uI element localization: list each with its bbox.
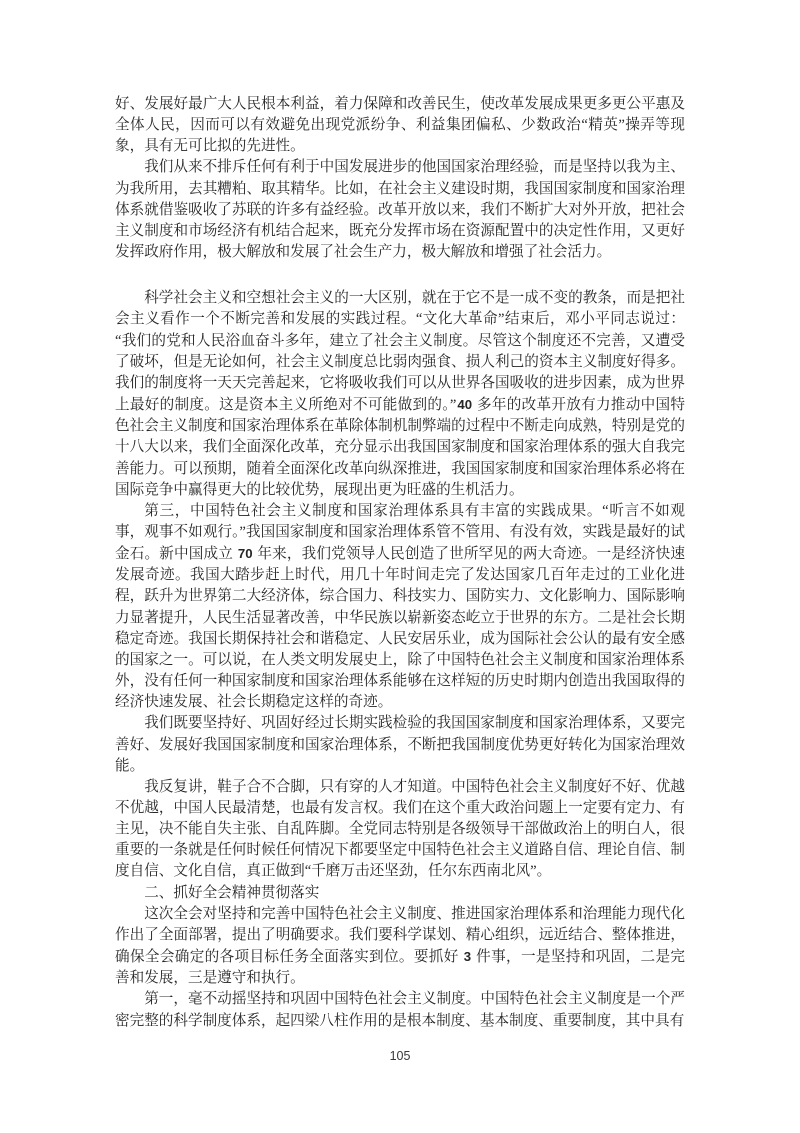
page-number: 105 [389,1049,411,1063]
paragraph: 第一，毫不动摇坚持和巩固中国特色社会主义制度。中国特色社会主义制度是一个严密完整的科学制度体系，起四梁八柱作用的是根本制度、基本制度、重要制度，其中具有 [115,991,685,1029]
paragraph: 我们既要坚持好、巩固好经过长期实践检验的我国国家制度和国家治理体系，又要完善好、发展好我国国家制度和国家治理体系，不断把我国制度优势更好转化为国家治理效能。 [115,715,685,774]
paragraph: 第三，中国特色社会主义制度和国家治理体系具有丰富的实践成果。“听言不如观事，观事不如观行。”我国国家制度和国家治理体系管不管用、有没有效，实践是最好的试金石。新中国成立 70 年来，我们党领导人民创造了世所罕见的两大奇迹。一是经济快速发展奇迹。我国大踏步赶上时代，用几十年时间走完了发达国家几百年走过的工业化进程，跃升为世界第二大经济体，综合国力、科技实力、国防实力、文化影响力、国际影响力显著提升，人民生活显著改善，中华民族以崭新姿态屹立于世界的东方。二是社会长期稳定奇迹。我国长期保持社会和谐稳定、人民安居乐业，成为国际社会公认的最有安全感的国家之一。可以说，在人类文明发展史上，除了中国特色社会主义制度和国家治理体系外，没有任何一种国家制度和国家治理体系能够在这样短的历史时期内创造出我国取得的经济快速发展、社会长期稳定这样的奇迹。 [115,502,685,711]
figure-number: 3 [463,949,472,965]
paragraph: 科学社会主义和空想社会主义的一大区别，就在于它不是一成不变的教条，而是把社会主义看作一个不断完善和发展的实践过程。“文化大革命”结束后，邓小平同志说过：“我们的党和人民浴血奋斗多年，建立了社会主义制度。尽管这个制度还不完善，又遭受了破坏，但是无论如何，社会主义制度总比弱肉强食、损人利己的资本主义制度好得多。我们的制度将一天天完善起来，它将吸收我们可以从世界各国吸收的进步因素，成为世界上最好的制度。这是资本主义所绝对不可能做到的。”40 多年的改革开放有力推动中国特色社会主义制度和国家治理体系在革除体制机制弊端的过程中不断走向成熟，特别是党的十八大以来，我们全面深化改革，充分显示出我国国家制度和国家治理体系的强大自我完善能力。可以预期，随着全面深化改革向纵深推进，我国国家制度和国家治理体系必将在国际竞争中赢得更大的比较优势，展现出更为旺盛的生机活力。 [115,290,685,498]
paragraph-continuation: 好、发展好最广大人民根本利益，着力保障和改善民生，使改革发展成果更多更公平惠及全体人民，因而可以有效避免出现党派纷争、利益集团偏私、少数政治“精英”操弄等现象，具有无可比拟的先进性。 [115,96,685,155]
figure-number: 40 [457,397,473,413]
paragraph: 我们从来不排斥任何有利于中国发展进步的他国国家治理经验，而是坚持以我为主、为我所用，去其糟粕、取其精华。比如，在社会主义建设时期，我国国家制度和国家治理体系就借鉴吸收了苏联的许多有益经验。改革开放以来，我们不断扩大对外开放，把社会主义制度和市场经济有机结合起来，既充分发挥市场在资源配置中的决定性作用，又更好发挥政府作用，极大解放和发展了社会生产力，极大解放和增强了社会活力。 [115,159,685,261]
figure-number: 70 [237,546,253,562]
paragraph: 这次全会对坚持和完善中国特色社会主义制度、推进国家治理体系和治理能力现代化作出了全面部署，提出了明确要求。我们要科学谋划、精心组织，远近结合、整体推进，确保全会确定的各项目标任务全面落实到位。要抓好 3 件事，一是坚持和巩固，二是完善和发展，三是遵守和执行。 [115,905,685,987]
section-heading: 二、抓好全会精神贯彻落实 [144,884,320,901]
paragraph: 我反复讲，鞋子合不合脚，只有穿的人才知道。中国特色社会主义制度好不好、优越不优越，中国人民最清楚，也最有发言权。我们在这个重大政治问题上一定要有定力、有主见，决不能自失主张、自乱阵脚。全党同志特别是各级领导干部做政治上的明白人，很重要的一条就是任何时候任何情况下都要坚定中国特色社会主义道路自信、理论自信、制度自信、文化自信，真正做到“千磨万击还坚劲，任尔东西南北风”。 [115,778,685,880]
document-body [115,94,685,1032]
